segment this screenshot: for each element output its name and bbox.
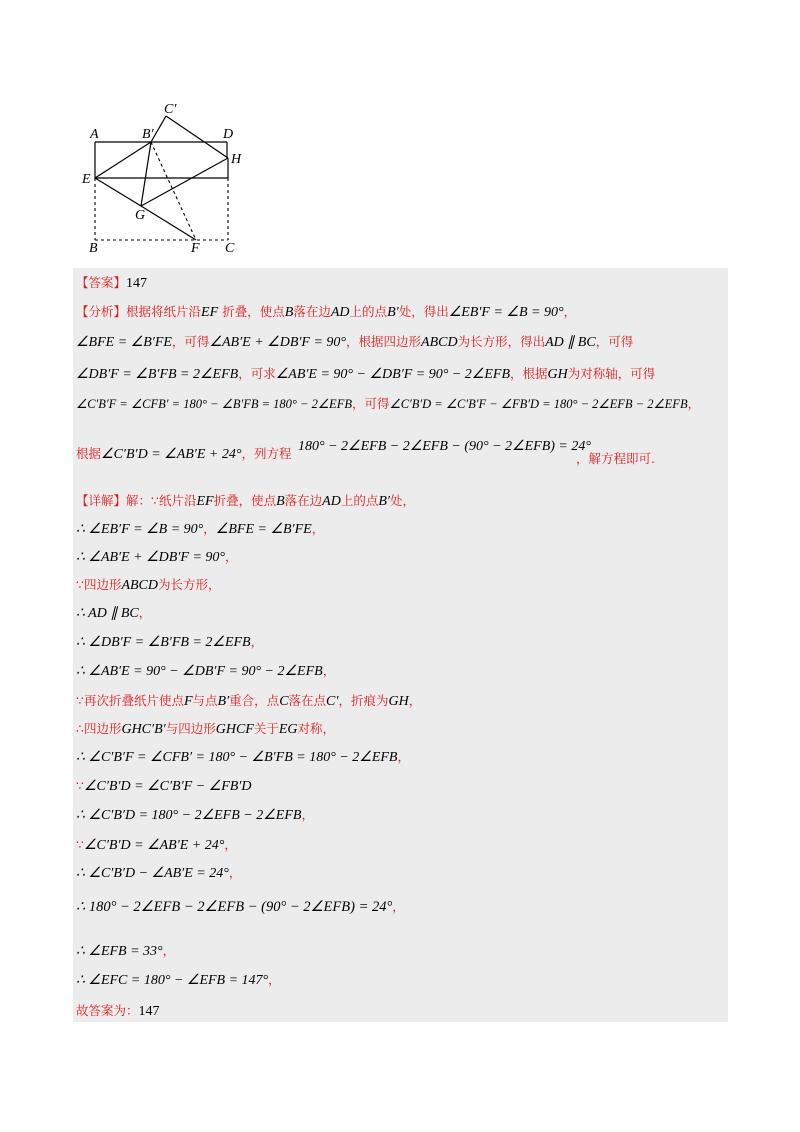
math: B′ bbox=[387, 305, 399, 320]
analysis-tag: 【分析】 bbox=[76, 304, 127, 319]
label-C: C bbox=[225, 241, 235, 256]
text: 折叠，使点 bbox=[213, 493, 277, 508]
analysis-line-5-end bbox=[576, 450, 655, 469]
math: ∴ ∠EB′F = ∠B = 90° bbox=[76, 522, 204, 537]
detail-line-11 bbox=[76, 777, 251, 796]
label-H: H bbox=[231, 152, 242, 167]
text: ， bbox=[224, 837, 237, 852]
math: GH bbox=[388, 694, 409, 709]
text: ， bbox=[250, 634, 264, 649]
detail-line-10 bbox=[76, 748, 410, 767]
text: ，解方程即可. bbox=[576, 451, 655, 466]
text: 故答案为： bbox=[76, 1003, 139, 1018]
detail-line-6 bbox=[76, 633, 263, 652]
text: 根据 bbox=[76, 446, 102, 461]
math: EF bbox=[201, 305, 219, 320]
math: ∴ ∠C′B′D − ∠AB′E = 24° bbox=[76, 866, 229, 881]
analysis-line-3 bbox=[76, 365, 655, 384]
math: ∴ ∠EFC = 180° − ∠EFB = 147° bbox=[76, 973, 269, 988]
detail-line-4 bbox=[76, 576, 221, 595]
math: B′ bbox=[378, 494, 390, 509]
answer-line bbox=[76, 274, 147, 293]
answer-value: 147 bbox=[126, 276, 148, 291]
text: ， bbox=[563, 304, 577, 319]
math: ∴ ∠DB′F = ∠B′FB = 2∠EFB bbox=[76, 635, 251, 650]
math: GH bbox=[547, 367, 568, 382]
math: AD ∥ BC bbox=[545, 335, 596, 350]
math: ∠EB′F = ∠B = 90° bbox=[448, 305, 564, 320]
math: ∠AB′E + ∠DB′F = 90° bbox=[209, 335, 347, 350]
text: 根据将纸片沿 bbox=[126, 304, 202, 319]
math: C bbox=[279, 694, 289, 709]
detail-line-14 bbox=[76, 864, 241, 883]
label-D: D bbox=[223, 127, 234, 142]
text: ，折痕为 bbox=[338, 693, 389, 708]
math: ∠AB′E = 90° − ∠DB′F = 90° − 2∠EFB bbox=[275, 367, 511, 382]
math: ∠BFE = ∠B′FE bbox=[76, 335, 172, 350]
text: 处，得出 bbox=[398, 304, 449, 319]
text: ， bbox=[397, 749, 411, 764]
math: 180° − 2∠EFB − 2∠EFB − (90° − 2∠EFB) = 24° bbox=[298, 439, 591, 454]
analysis-line-4 bbox=[76, 395, 700, 413]
text: 处， bbox=[389, 493, 415, 508]
text: ， bbox=[225, 549, 238, 564]
detail-line-18 bbox=[76, 1002, 160, 1021]
math: ∠C′B′F = ∠CFB′ = 180° − ∠B′FB = 180° − 2∠EFB bbox=[76, 397, 352, 411]
detail-line-7 bbox=[76, 662, 335, 681]
text: ， bbox=[322, 663, 336, 678]
text: 与四边形 bbox=[165, 721, 216, 736]
detail-line-1 bbox=[76, 492, 415, 511]
text: 落在点 bbox=[288, 693, 327, 708]
math: GHCF bbox=[215, 722, 254, 737]
text: ， bbox=[203, 521, 216, 536]
text: ， bbox=[311, 521, 325, 536]
text: ， bbox=[392, 899, 405, 914]
label-B-prime: B′ bbox=[142, 127, 154, 142]
math: ABCD bbox=[421, 335, 458, 350]
detail-line-8 bbox=[76, 692, 421, 711]
text: ，可得 bbox=[171, 334, 210, 349]
math: AD bbox=[322, 494, 341, 509]
text: 为长方形，得出 bbox=[457, 334, 546, 349]
text: 对称， bbox=[297, 721, 336, 736]
math: ∠C′B′D = ∠C′B′F − ∠FB′D bbox=[83, 779, 252, 794]
math: B bbox=[284, 305, 294, 320]
text: ，可得 bbox=[595, 334, 634, 349]
text: 关于 bbox=[253, 721, 279, 736]
detail-line-13 bbox=[76, 836, 237, 855]
text: ， bbox=[228, 865, 242, 880]
math: ∠BFE = ∠B′FE bbox=[215, 522, 312, 537]
detail-line-17 bbox=[76, 971, 281, 990]
math: ∴ 180° − 2∠EFB − 2∠EFB − (90° − 2∠EFB) = 24° bbox=[76, 899, 393, 915]
math: ∠C′B′D = ∠AB′E + 24° bbox=[101, 447, 242, 462]
math: ∴ AD ∥ BC bbox=[76, 606, 139, 621]
text: ， bbox=[301, 807, 314, 822]
math: ∴ ∠EFB = 33° bbox=[76, 944, 163, 959]
math: ∠DB′F = ∠B′FB = 2∠EFB bbox=[76, 367, 239, 382]
analysis-equation bbox=[298, 438, 591, 456]
math: EG bbox=[278, 722, 298, 737]
geometry-figure bbox=[78, 98, 258, 260]
analysis-line-5 bbox=[76, 445, 291, 464]
text: ， bbox=[408, 693, 422, 708]
text: 为对称轴，可得 bbox=[567, 366, 656, 381]
text: ，根据 bbox=[510, 366, 548, 381]
math: ABCD bbox=[121, 578, 159, 593]
text: 为长方形， bbox=[158, 577, 221, 592]
math: AD bbox=[330, 305, 350, 320]
text: ∴四边形 bbox=[76, 721, 122, 736]
detail-line-16 bbox=[76, 942, 175, 961]
final-answer: 147 bbox=[138, 1004, 160, 1019]
detail-line-15 bbox=[76, 898, 405, 917]
math: ∴ ∠C′B′D = 180° − 2∠EFB − 2∠EFB bbox=[76, 808, 302, 823]
detail-line-2 bbox=[76, 520, 324, 539]
text: ∵再次折叠纸片使点 bbox=[76, 693, 184, 708]
answer-tag: 【答案】 bbox=[76, 275, 127, 290]
text: ，可求 bbox=[238, 366, 276, 381]
math: GHC′B′ bbox=[121, 722, 166, 737]
text: ∵ bbox=[76, 837, 84, 852]
fold-diagram bbox=[78, 98, 258, 260]
detail-line-12 bbox=[76, 806, 314, 825]
text: ，可得 bbox=[351, 396, 390, 411]
math: ∠C′B′D = ∠AB′E + 24° bbox=[83, 838, 225, 853]
text: ∵ bbox=[76, 778, 84, 793]
detail-line-3 bbox=[76, 548, 238, 567]
text: 解：∵纸片沿 bbox=[126, 493, 197, 508]
text: 折叠，使点 bbox=[222, 304, 285, 319]
label-E: E bbox=[82, 172, 91, 187]
label-G: G bbox=[135, 208, 146, 223]
text: ， bbox=[162, 943, 176, 958]
text: ， bbox=[268, 972, 281, 987]
math: EF bbox=[196, 494, 214, 509]
detail-tag: 【详解】 bbox=[76, 493, 127, 508]
text: 落在边 bbox=[284, 493, 323, 508]
text: ， bbox=[687, 396, 701, 411]
label-C-prime: C′ bbox=[164, 102, 177, 117]
text: 重合，点 bbox=[229, 693, 280, 708]
math: ∠C′B′D = ∠C′B′F − ∠FB′D = 180° − 2∠EFB − 2∠EFB bbox=[389, 397, 688, 411]
text: 落在边 bbox=[293, 304, 331, 319]
text: ，根据四边形 bbox=[346, 334, 422, 349]
label-B: B bbox=[89, 241, 98, 256]
label-F: F bbox=[191, 241, 200, 256]
math: B′ bbox=[217, 694, 230, 709]
math: ∴ ∠AB′E = 90° − ∠DB′F = 90° − 2∠EFB bbox=[76, 664, 323, 679]
math: ∴ ∠C′B′F = ∠CFB′ = 180° − ∠B′FB = 180° − 2∠EFB bbox=[76, 750, 398, 765]
detail-line-9 bbox=[76, 720, 335, 739]
text: ∵四边形 bbox=[76, 577, 122, 592]
text: 上的点 bbox=[340, 493, 379, 508]
analysis-line-2 bbox=[76, 333, 633, 352]
analysis-line-1 bbox=[76, 303, 576, 322]
math: B bbox=[276, 494, 285, 509]
math: C′ bbox=[326, 694, 339, 709]
text: 上的点 bbox=[349, 304, 388, 319]
math: F bbox=[183, 694, 193, 709]
math: ∴ ∠AB′E + ∠DB′F = 90° bbox=[76, 550, 225, 565]
text: 与点 bbox=[192, 693, 218, 708]
text: ，列方程 bbox=[241, 446, 292, 461]
label-A: A bbox=[90, 127, 99, 142]
text: ， bbox=[138, 605, 152, 620]
detail-line-5 bbox=[76, 604, 151, 623]
